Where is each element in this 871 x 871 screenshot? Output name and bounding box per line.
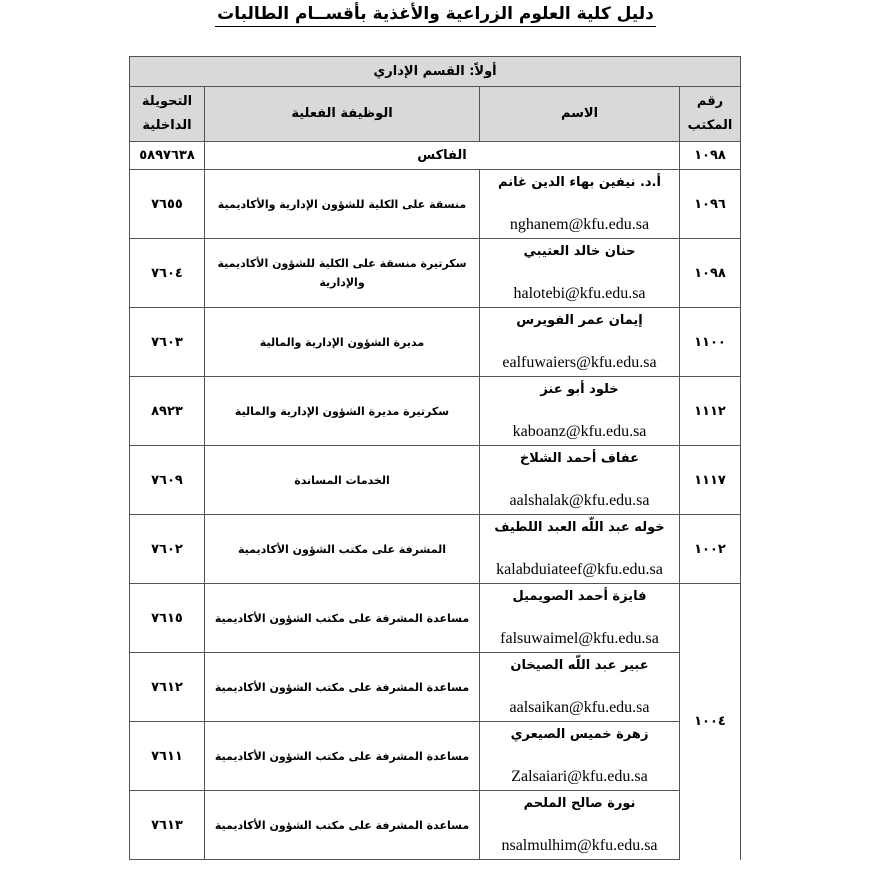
table-row	[130, 722, 741, 791]
person-name: فايزة أحمد الصويميل	[512, 589, 647, 604]
person-name: أ.د. نيفين بهاء الدين غانم	[498, 175, 661, 190]
office-cell: ١٠٩٦	[680, 170, 741, 239]
name-cell	[480, 446, 680, 515]
job-cell: مساعدة المشرفة على مكتب الشؤون الأكاديمية	[205, 584, 480, 653]
fax-label: الفاكس	[205, 142, 680, 170]
name-cell	[480, 584, 680, 653]
person-name: عفاف أحمد الشلاخ	[519, 451, 640, 466]
header-office: رقم المكتب	[680, 87, 741, 142]
job-cell: منسقة على الكلية للشؤون الإدارية والأكاديمية	[205, 170, 480, 239]
person-name: نورة صالح الملحم	[523, 796, 636, 811]
person-name: عبير عبد اللّه الصيخان	[510, 658, 649, 673]
name-cell	[480, 722, 680, 791]
extension-cell: ٧٦٠٩	[130, 446, 205, 515]
extension-cell: ٧٦٠٤	[130, 239, 205, 308]
table-row	[130, 377, 741, 446]
table-row	[130, 239, 741, 308]
section-title: أولاً: القسم الإداري	[130, 57, 741, 87]
job-cell: مساعدة المشرفة على مكتب الشؤون الأكاديمية	[205, 653, 480, 722]
office-cell: ١١٠٠	[680, 308, 741, 377]
person-email: nghanem@kfu.edu.sa	[509, 216, 650, 233]
job-cell: سكرتيرة مديرة الشؤون الإدارية والمالية	[205, 377, 480, 446]
office-cell: ١٠٠٢	[680, 515, 741, 584]
extension-cell: ٧٦١٥	[130, 584, 205, 653]
person-email: aalsaikan@kfu.edu.sa	[509, 699, 650, 716]
person-name: حنان خالد العتيبي	[523, 244, 636, 259]
table-row	[130, 515, 741, 584]
page-title	[0, 4, 871, 24]
job-cell: مديرة الشؤون الإدارية والمالية	[205, 308, 480, 377]
header-extension: التحويلة الداخلية	[130, 87, 205, 142]
name-cell	[480, 791, 680, 860]
extension-cell: ٧٦١٢	[130, 653, 205, 722]
name-cell	[480, 170, 680, 239]
name-cell	[480, 239, 680, 308]
person-email: Zalsaiari@kfu.edu.sa	[511, 768, 648, 785]
job-cell: المشرفة على مكتب الشؤون الأكاديمية	[205, 515, 480, 584]
extension-cell: ٧٦٠٣	[130, 308, 205, 377]
person-name: إيمان عمر الفويرس	[516, 313, 643, 328]
office-cell: ١١١٧	[680, 446, 741, 515]
fax-number: ٥٨٩٧٦٣٨	[130, 142, 205, 170]
name-cell	[480, 377, 680, 446]
page-title-text: دليل كلية العلوم الزراعية والأغذية بأقســام الطالبات	[215, 4, 656, 27]
extension-cell: ٨٩٢٣	[130, 377, 205, 446]
job-cell: الخدمات المساندة	[205, 446, 480, 515]
job-cell: سكرتيرة منسقة على الكلية للشؤون الأكاديمية والإدارية	[205, 239, 480, 308]
table-row	[130, 170, 741, 239]
header-name: الاسم	[480, 87, 680, 142]
table-row	[130, 653, 741, 722]
shared-office-cell: ١٠٠٤	[680, 584, 741, 860]
office-cell: ١٠٩٨	[680, 239, 741, 308]
person-email: kalabduiateef@kfu.edu.sa	[496, 561, 663, 578]
person-email: kaboanz@kfu.edu.sa	[512, 423, 647, 440]
name-cell	[480, 653, 680, 722]
person-email: aalshalak@kfu.edu.sa	[509, 492, 650, 509]
extension-cell: ٧٦١٣	[130, 791, 205, 860]
table-row	[130, 308, 741, 377]
table-row	[130, 446, 741, 515]
name-cell	[480, 308, 680, 377]
person-name: خلود أبو عنز	[540, 382, 619, 397]
person-email: falsuwaimel@kfu.edu.sa	[500, 630, 659, 647]
table-row	[130, 584, 741, 653]
name-cell	[480, 515, 680, 584]
extension-cell: ٧٦٠٢	[130, 515, 205, 584]
directory-table	[129, 56, 741, 860]
fax-office: ١٠٩٨	[680, 142, 741, 170]
person-email: nsalmulhim@kfu.edu.sa	[501, 837, 658, 854]
job-cell: مساعدة المشرفة على مكتب الشؤون الأكاديمية	[205, 791, 480, 860]
fax-row	[130, 142, 741, 170]
extension-cell: ٧٦١١	[130, 722, 205, 791]
person-email: halotebi@kfu.edu.sa	[513, 285, 646, 302]
job-cell: مساعدة المشرفة على مكتب الشؤون الأكاديمية	[205, 722, 480, 791]
person-name: زهرة خميس الصيعري	[510, 727, 649, 742]
table-row	[130, 791, 741, 860]
person-email: ealfuwaiers@kfu.edu.sa	[502, 354, 657, 371]
header-job: الوظيفة الفعلية	[205, 87, 480, 142]
person-name: خوله عبد اللّه العبد اللطيف	[494, 520, 665, 535]
extension-cell: ٧٦٥٥	[130, 170, 205, 239]
office-cell: ١١١٢	[680, 377, 741, 446]
